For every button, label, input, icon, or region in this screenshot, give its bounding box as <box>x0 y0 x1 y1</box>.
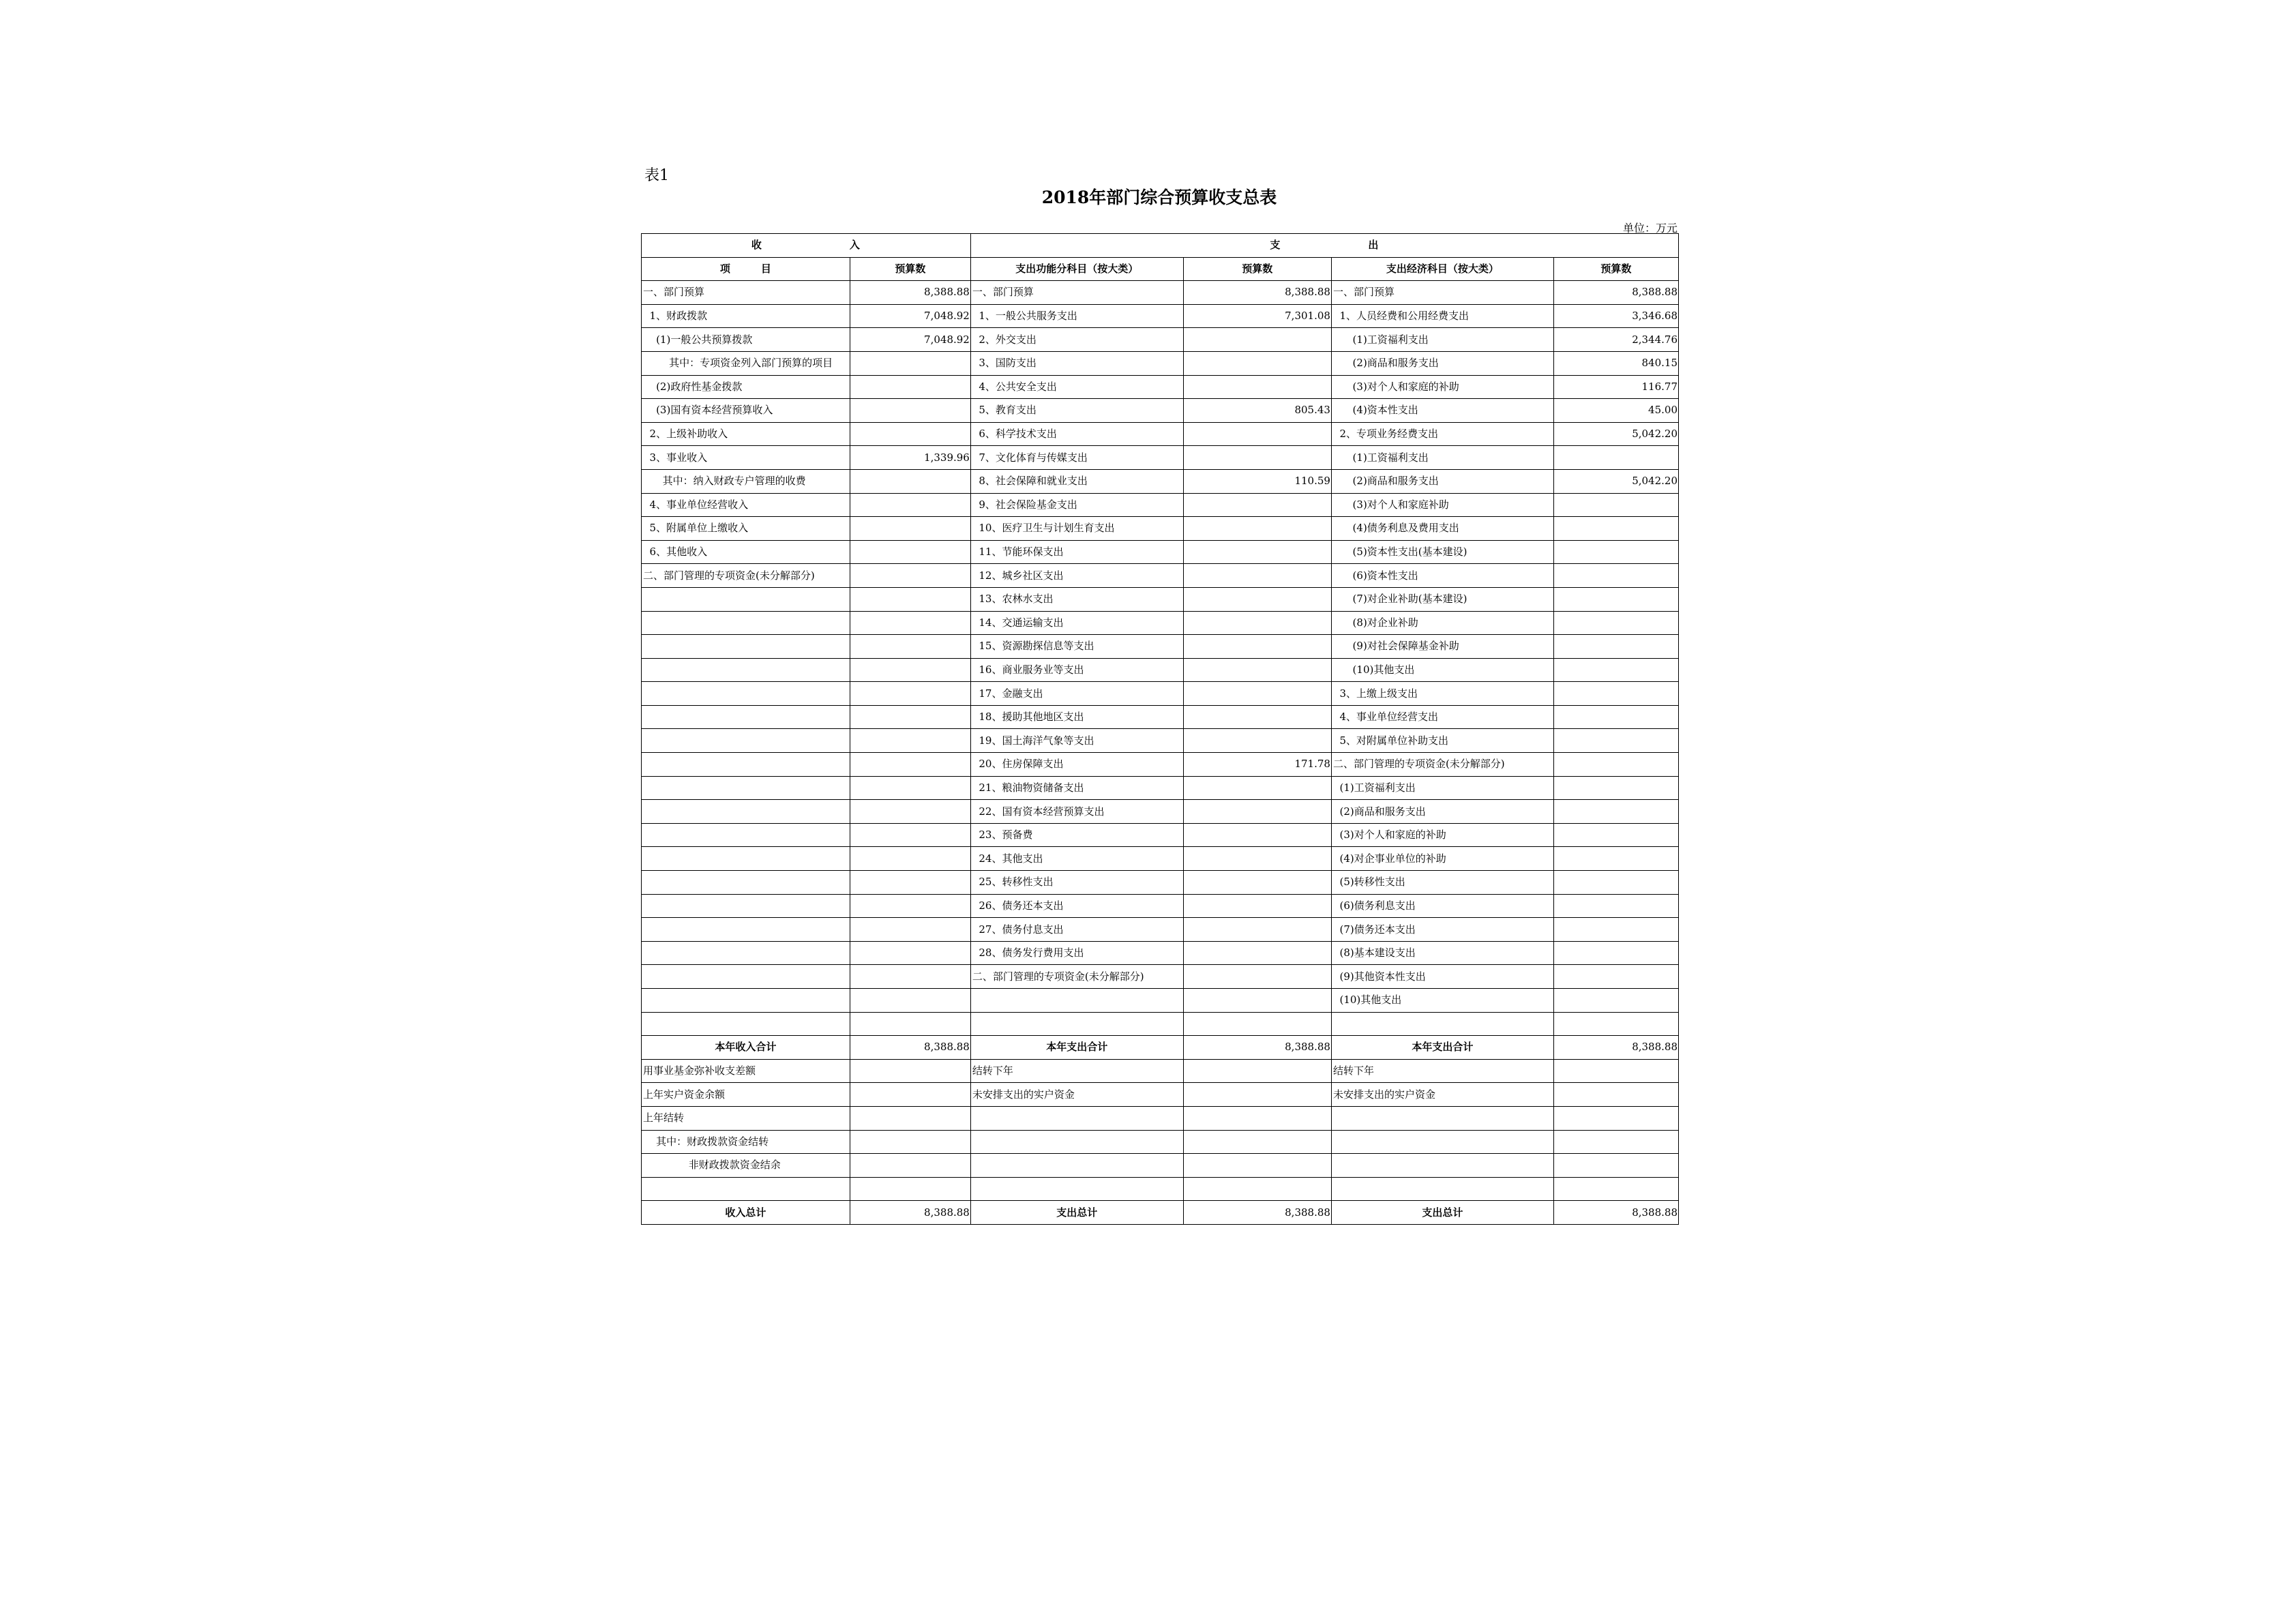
cell-income-item <box>642 823 850 847</box>
cell-econ-item: (1)工资福利支出 <box>1331 776 1553 800</box>
cell-func-value: 7,301.08 <box>1183 304 1331 328</box>
expense-section-header: 支 出 <box>970 234 1678 258</box>
cell-econ-value <box>1553 658 1678 682</box>
column-header-budget-income: 预算数 <box>850 257 970 281</box>
cell-econ-value: 45.00 <box>1553 399 1678 423</box>
cell-func-value <box>1183 1177 1331 1201</box>
cell-income-item: 2、上级补助收入 <box>642 422 850 446</box>
cell-func-value <box>1183 682 1331 706</box>
table-row <box>642 281 1679 305</box>
table-row <box>642 918 1679 942</box>
table-row <box>642 351 1679 375</box>
cell-econ-value <box>1553 587 1678 611</box>
table-row <box>642 682 1679 706</box>
cell-income-item <box>642 871 850 895</box>
cell-income-item <box>642 658 850 682</box>
cell-func-item: 18、援助其他地区支出 <box>970 705 1183 729</box>
cell-econ-item: 2、专项业务经费支出 <box>1331 422 1553 446</box>
cell-func-value <box>1183 1083 1331 1107</box>
cell-func-item: 一、部门预算 <box>970 281 1183 305</box>
year-totals-row <box>642 1036 1679 1060</box>
cell-func-item: 13、农林水支出 <box>970 587 1183 611</box>
income-total-value: 8,388.88 <box>850 1036 970 1060</box>
cell-econ-value <box>1553 564 1678 588</box>
cell-income-value <box>850 753 970 777</box>
table-row <box>642 540 1679 564</box>
cell-econ-item: (4)债务利息及费用支出 <box>1331 517 1553 541</box>
cell-func-item: 19、国土海洋气象等支出 <box>970 729 1183 753</box>
cell-income-item: (2)政府性基金拨款 <box>642 375 850 399</box>
cell-income-value <box>850 941 970 965</box>
cell-func-item: 17、金融支出 <box>970 682 1183 706</box>
income-total-value: 8,388.88 <box>850 1201 970 1225</box>
econ-total-label: 本年支出合计 <box>1331 1036 1553 1060</box>
cell-income-value <box>850 469 970 493</box>
cell-income-item <box>642 729 850 753</box>
cell-econ-value <box>1553 1154 1678 1178</box>
cell-income-value: 8,388.88 <box>850 281 970 305</box>
cell-income-value <box>850 894 970 918</box>
cell-econ-value <box>1553 918 1678 942</box>
cell-func-item: 25、转移性支出 <box>970 871 1183 895</box>
econ-total-label: 支出总计 <box>1331 1201 1553 1225</box>
cell-func-value <box>1183 705 1331 729</box>
page-title: 2018年部门综合预算收支总表 <box>1041 188 1277 207</box>
cell-income-item: (3)国有资本经营预算收入 <box>642 399 850 423</box>
cell-econ-value <box>1553 682 1678 706</box>
cell-econ-item: (2)商品和服务支出 <box>1331 351 1553 375</box>
cell-econ-value: 840.15 <box>1553 351 1678 375</box>
cell-econ-item: (9)对社会保障基金补助 <box>1331 635 1553 659</box>
cell-econ-value: 5,042.20 <box>1553 422 1678 446</box>
cell-econ-item: (3)对个人和家庭的补助 <box>1331 375 1553 399</box>
table-row <box>642 422 1679 446</box>
cell-func-item: 16、商业服务业等支出 <box>970 658 1183 682</box>
column-header-item: 项 目 <box>642 257 850 281</box>
cell-func-value <box>1183 611 1331 635</box>
table-row <box>642 1154 1679 1178</box>
cell-econ-value <box>1553 729 1678 753</box>
cell-func-item: 3、国防支出 <box>970 351 1183 375</box>
table-row <box>642 375 1679 399</box>
cell-func-item <box>970 1130 1183 1154</box>
cell-func-value <box>1183 847 1331 871</box>
cell-econ-item: 4、事业单位经营支出 <box>1331 705 1553 729</box>
cell-func-item <box>970 1154 1183 1178</box>
cell-income-item <box>642 611 850 635</box>
income-section-header: 收 入 <box>642 234 971 258</box>
econ-total-value: 8,388.88 <box>1553 1036 1678 1060</box>
cell-income-item <box>642 682 850 706</box>
cell-income-item: (1)一般公共预算拨款 <box>642 328 850 352</box>
cell-func-value <box>1183 564 1331 588</box>
cell-income-value <box>850 871 970 895</box>
section-header-row <box>642 234 1679 258</box>
column-header-func-class: 支出功能分科目（按大类） <box>970 257 1183 281</box>
table-row <box>642 776 1679 800</box>
cell-func-item: 28、债务发行费用支出 <box>970 941 1183 965</box>
cell-econ-value <box>1553 1083 1678 1107</box>
cell-income-item: 上年结转 <box>642 1106 850 1130</box>
cell-econ-item: (9)其他资本性支出 <box>1331 965 1553 989</box>
cell-income-item <box>642 989 850 1013</box>
cell-func-value <box>1183 941 1331 965</box>
table-row <box>642 941 1679 965</box>
cell-income-item <box>642 941 850 965</box>
cell-econ-value <box>1553 847 1678 871</box>
cell-econ-item: 二、部门管理的专项资金(未分解部分) <box>1331 753 1553 777</box>
cell-func-value: 805.43 <box>1183 399 1331 423</box>
table-row <box>642 469 1679 493</box>
income-total-label: 收入总计 <box>642 1201 850 1225</box>
cell-func-value <box>1183 729 1331 753</box>
cell-income-value <box>850 1012 970 1036</box>
cell-income-value <box>850 635 970 659</box>
table-row <box>642 729 1679 753</box>
cell-income-value <box>850 776 970 800</box>
cell-income-item: 用事业基金弥补收支差额 <box>642 1059 850 1083</box>
cell-income-value <box>850 729 970 753</box>
cell-econ-value <box>1553 823 1678 847</box>
cell-income-item: 上年实户资金余额 <box>642 1083 850 1107</box>
cell-income-value <box>850 399 970 423</box>
table-row <box>642 446 1679 470</box>
cell-func-value <box>1183 493 1331 517</box>
cell-func-value <box>1183 1106 1331 1130</box>
cell-income-value: 7,048.92 <box>850 304 970 328</box>
cell-func-value: 8,388.88 <box>1183 281 1331 305</box>
cell-econ-item: (5)转移性支出 <box>1331 871 1553 895</box>
table-row <box>642 847 1679 871</box>
cell-func-item: 15、资源勘探信息等支出 <box>970 635 1183 659</box>
table-row <box>642 399 1679 423</box>
table-row <box>642 705 1679 729</box>
cell-func-value <box>1183 375 1331 399</box>
cell-econ-value <box>1553 871 1678 895</box>
cell-func-value <box>1183 540 1331 564</box>
cell-econ-value <box>1553 776 1678 800</box>
cell-econ-value <box>1553 965 1678 989</box>
cell-econ-item: (10)其他支出 <box>1331 989 1553 1013</box>
table-row <box>642 753 1679 777</box>
cell-func-value <box>1183 1012 1331 1036</box>
unit-label: 单位：万元 <box>1622 222 1678 235</box>
table-row <box>642 1106 1679 1130</box>
cell-income-value <box>850 705 970 729</box>
cell-func-value <box>1183 823 1331 847</box>
table-row <box>642 1130 1679 1154</box>
cell-econ-value <box>1553 705 1678 729</box>
cell-econ-item: (6)资本性支出 <box>1331 564 1553 588</box>
cell-econ-value <box>1553 989 1678 1013</box>
cell-econ-item: (7)对企业补助(基本建设) <box>1331 587 1553 611</box>
cell-econ-item: 一、部门预算 <box>1331 281 1553 305</box>
table-row <box>642 328 1679 352</box>
cell-income-value <box>850 1177 970 1201</box>
cell-econ-value <box>1553 635 1678 659</box>
cell-income-item <box>642 705 850 729</box>
cell-income-item: 1、财政拨款 <box>642 304 850 328</box>
cell-func-value <box>1183 422 1331 446</box>
table-row <box>642 611 1679 635</box>
cell-func-item: 27、债务付息支出 <box>970 918 1183 942</box>
cell-func-value <box>1183 800 1331 824</box>
cell-econ-item: (6)债务利息支出 <box>1331 894 1553 918</box>
cell-income-value <box>850 989 970 1013</box>
cell-func-item: 9、社会保险基金支出 <box>970 493 1183 517</box>
table-row <box>642 871 1679 895</box>
cell-income-value <box>850 517 970 541</box>
cell-econ-value <box>1553 941 1678 965</box>
cell-func-value <box>1183 658 1331 682</box>
cell-func-item: 4、公共安全支出 <box>970 375 1183 399</box>
table-row <box>642 517 1679 541</box>
cell-income-item: 其中：财政拨款资金结转 <box>642 1130 850 1154</box>
cell-func-value <box>1183 894 1331 918</box>
cell-func-value <box>1183 1130 1331 1154</box>
cell-income-item <box>642 965 850 989</box>
cell-func-item <box>970 989 1183 1013</box>
table-row <box>642 658 1679 682</box>
cell-income-item <box>642 776 850 800</box>
cell-econ-item: 未安排支出的实户资金 <box>1331 1083 1553 1107</box>
cell-income-value: 1,339.96 <box>850 446 970 470</box>
cell-income-item <box>642 753 850 777</box>
cell-func-item: 22、国有资本经营预算支出 <box>970 800 1183 824</box>
cell-income-value <box>850 918 970 942</box>
cell-income-value <box>850 1154 970 1178</box>
budget-table <box>641 233 1679 1225</box>
cell-income-item: 3、事业收入 <box>642 446 850 470</box>
cell-func-item: 20、住房保障支出 <box>970 753 1183 777</box>
cell-income-value: 7,048.92 <box>850 328 970 352</box>
cell-econ-value <box>1553 517 1678 541</box>
cell-econ-item: 1、人员经费和公用经费支出 <box>1331 304 1553 328</box>
cell-econ-item: 5、对附属单位补助支出 <box>1331 729 1553 753</box>
cell-econ-item: (10)其他支出 <box>1331 658 1553 682</box>
cell-econ-item: (2)商品和服务支出 <box>1331 800 1553 824</box>
cell-func-item: 结转下年 <box>970 1059 1183 1083</box>
cell-income-value <box>850 540 970 564</box>
cell-econ-value: 5,042.20 <box>1553 469 1678 493</box>
cell-income-item: 6、其他收入 <box>642 540 850 564</box>
table-row <box>642 1059 1679 1083</box>
cell-func-item: 未安排支出的实户资金 <box>970 1083 1183 1107</box>
table-row <box>642 1177 1679 1201</box>
func-total-value: 8,388.88 <box>1183 1201 1331 1225</box>
cell-income-value <box>850 1083 970 1107</box>
cell-econ-value <box>1553 1177 1678 1201</box>
econ-total-value: 8,388.88 <box>1553 1201 1678 1225</box>
table-label: 表1 <box>644 167 669 184</box>
cell-income-value <box>850 800 970 824</box>
cell-income-item: 其中：专项资金列入部门预算的项目 <box>642 351 850 375</box>
cell-func-item: 21、粮油物资储备支出 <box>970 776 1183 800</box>
cell-econ-item: (8)对企业补助 <box>1331 611 1553 635</box>
cell-income-item <box>642 918 850 942</box>
cell-income-value <box>850 375 970 399</box>
cell-income-item <box>642 894 850 918</box>
cell-income-value <box>850 351 970 375</box>
cell-func-item: 24、其他支出 <box>970 847 1183 871</box>
cell-income-value <box>850 564 970 588</box>
cell-econ-item <box>1331 1177 1553 1201</box>
cell-income-value <box>850 1106 970 1130</box>
cell-func-value <box>1183 351 1331 375</box>
cell-econ-value <box>1553 800 1678 824</box>
column-header-row <box>642 257 1679 281</box>
cell-income-item <box>642 635 850 659</box>
column-header-budget-econ: 预算数 <box>1553 257 1678 281</box>
cell-func-item: 7、文化体育与传媒支出 <box>970 446 1183 470</box>
cell-func-value <box>1183 517 1331 541</box>
income-total-label: 本年收入合计 <box>642 1036 850 1060</box>
cell-income-item: 非财政拨款资金结余 <box>642 1154 850 1178</box>
cell-econ-value <box>1553 1012 1678 1036</box>
cell-econ-item <box>1331 1130 1553 1154</box>
cell-income-item: 其中：纳入财政专户管理的收费 <box>642 469 850 493</box>
table-row <box>642 564 1679 588</box>
cell-econ-value <box>1553 894 1678 918</box>
grand-totals-row <box>642 1201 1679 1225</box>
cell-income-value <box>850 1059 970 1083</box>
cell-econ-item: (4)对企事业单位的补助 <box>1331 847 1553 871</box>
cell-income-value <box>850 658 970 682</box>
cell-income-value <box>850 682 970 706</box>
cell-econ-value <box>1553 446 1678 470</box>
cell-income-item: 4、事业单位经营收入 <box>642 493 850 517</box>
cell-func-item <box>970 1177 1183 1201</box>
cell-income-item: 5、附属单位上缴收入 <box>642 517 850 541</box>
cell-econ-item: (1)工资福利支出 <box>1331 446 1553 470</box>
cell-econ-item: (8)基本建设支出 <box>1331 941 1553 965</box>
cell-func-item: 26、债务还本支出 <box>970 894 1183 918</box>
cell-income-value <box>850 1130 970 1154</box>
table-row <box>642 989 1679 1013</box>
cell-econ-value <box>1553 540 1678 564</box>
cell-func-item <box>970 1012 1183 1036</box>
column-header-econ-class: 支出经济科目（按大类） <box>1331 257 1553 281</box>
cell-func-value <box>1183 446 1331 470</box>
func-total-label: 本年支出合计 <box>970 1036 1183 1060</box>
func-total-value: 8,388.88 <box>1183 1036 1331 1060</box>
cell-econ-item: 3、上缴上级支出 <box>1331 682 1553 706</box>
cell-income-value <box>850 847 970 871</box>
column-header-budget-func: 预算数 <box>1183 257 1331 281</box>
cell-econ-value: 8,388.88 <box>1553 281 1678 305</box>
cell-econ-value: 2,344.76 <box>1553 328 1678 352</box>
table-row <box>642 304 1679 328</box>
cell-func-value <box>1183 1154 1331 1178</box>
cell-econ-value: 3,346.68 <box>1553 304 1678 328</box>
cell-income-value <box>850 611 970 635</box>
func-total-label: 支出总计 <box>970 1201 1183 1225</box>
cell-func-item: 23、预备费 <box>970 823 1183 847</box>
cell-func-value: 110.59 <box>1183 469 1331 493</box>
cell-econ-item: (5)资本性支出(基本建设) <box>1331 540 1553 564</box>
cell-income-value <box>850 422 970 446</box>
table-row <box>642 965 1679 989</box>
cell-econ-value <box>1553 611 1678 635</box>
table-row <box>642 823 1679 847</box>
cell-econ-value <box>1553 1130 1678 1154</box>
cell-income-value <box>850 965 970 989</box>
cell-econ-value <box>1553 1106 1678 1130</box>
table-row <box>642 1083 1679 1107</box>
cell-income-item <box>642 1177 850 1201</box>
cell-econ-item: (4)资本性支出 <box>1331 399 1553 423</box>
cell-econ-value <box>1553 1059 1678 1083</box>
cell-func-item: 5、教育支出 <box>970 399 1183 423</box>
cell-econ-value: 116.77 <box>1553 375 1678 399</box>
cell-econ-item <box>1331 1012 1553 1036</box>
cell-income-value <box>850 493 970 517</box>
cell-func-value <box>1183 328 1331 352</box>
cell-income-item <box>642 587 850 611</box>
table-row <box>642 1012 1679 1036</box>
cell-func-item: 10、医疗卫生与计划生育支出 <box>970 517 1183 541</box>
cell-income-item <box>642 800 850 824</box>
cell-income-value <box>850 587 970 611</box>
table-row <box>642 800 1679 824</box>
cell-income-item <box>642 847 850 871</box>
cell-func-value <box>1183 871 1331 895</box>
table-row <box>642 635 1679 659</box>
cell-func-value <box>1183 776 1331 800</box>
cell-func-value <box>1183 965 1331 989</box>
cell-func-value <box>1183 635 1331 659</box>
cell-econ-item: (2)商品和服务支出 <box>1331 469 1553 493</box>
cell-func-value <box>1183 1059 1331 1083</box>
cell-func-item: 11、节能环保支出 <box>970 540 1183 564</box>
cell-func-value <box>1183 989 1331 1013</box>
cell-income-value <box>850 823 970 847</box>
cell-func-value <box>1183 587 1331 611</box>
table-row <box>642 493 1679 517</box>
cell-econ-item <box>1331 1154 1553 1178</box>
cell-econ-value <box>1553 753 1678 777</box>
table-row <box>642 587 1679 611</box>
cell-func-item <box>970 1106 1183 1130</box>
table-row <box>642 894 1679 918</box>
cell-econ-item: 结转下年 <box>1331 1059 1553 1083</box>
cell-income-item: 一、部门预算 <box>642 281 850 305</box>
cell-func-item: 1、一般公共服务支出 <box>970 304 1183 328</box>
cell-econ-item: (1)工资福利支出 <box>1331 328 1553 352</box>
cell-income-item <box>642 1012 850 1036</box>
cell-func-item: 二、部门管理的专项资金(未分解部分) <box>970 965 1183 989</box>
cell-income-item: 二、部门管理的专项资金(未分解部分) <box>642 564 850 588</box>
cell-func-item: 6、科学技术支出 <box>970 422 1183 446</box>
cell-econ-item: (7)债务还本支出 <box>1331 918 1553 942</box>
cell-func-value <box>1183 918 1331 942</box>
cell-func-item: 12、城乡社区支出 <box>970 564 1183 588</box>
cell-func-value: 171.78 <box>1183 753 1331 777</box>
cell-econ-item: (3)对个人和家庭补助 <box>1331 493 1553 517</box>
cell-func-item: 14、交通运输支出 <box>970 611 1183 635</box>
cell-func-item: 2、外交支出 <box>970 328 1183 352</box>
cell-econ-item <box>1331 1106 1553 1130</box>
cell-econ-value <box>1553 493 1678 517</box>
cell-econ-item: (3)对个人和家庭的补助 <box>1331 823 1553 847</box>
cell-func-item: 8、社会保障和就业支出 <box>970 469 1183 493</box>
